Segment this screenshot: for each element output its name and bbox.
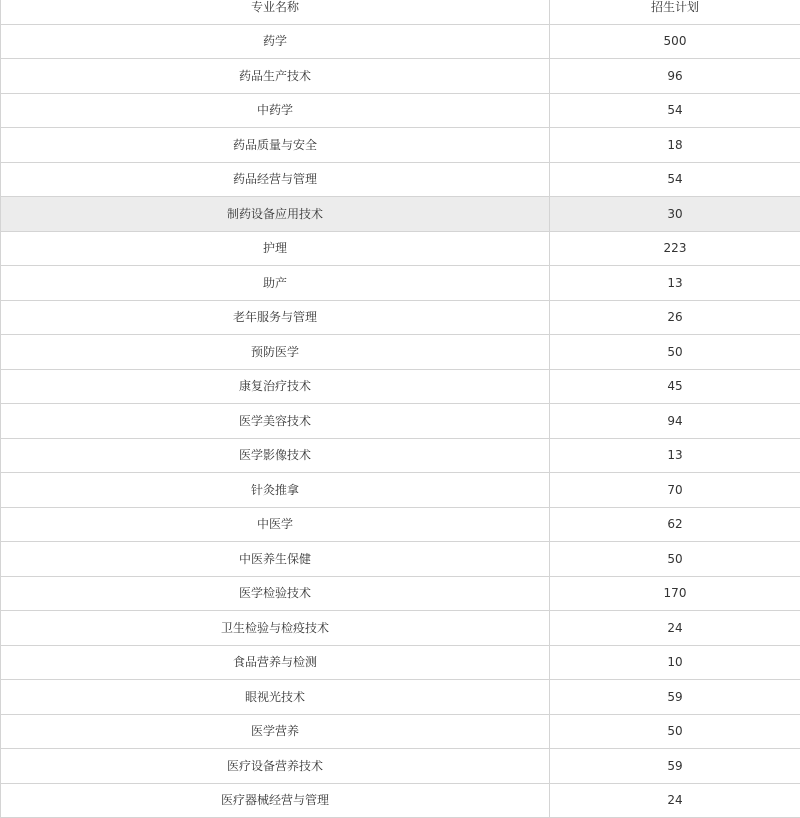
header-enrollment-plan: 招生计划 (550, 0, 800, 24)
major-name-cell: 药品生产技术 (1, 59, 550, 94)
enrollment-plan-cell: 500 (550, 24, 800, 59)
table-row (1, 300, 800, 335)
major-name-cell: 预防医学 (1, 335, 550, 370)
table-row (1, 404, 800, 439)
major-name-cell: 医学营养 (1, 714, 550, 749)
table-row (1, 266, 800, 301)
enrollment-plan-cell: 96 (550, 59, 800, 94)
table-row (1, 749, 800, 784)
table-row (1, 507, 800, 542)
enrollment-plan-cell: 26 (550, 300, 800, 335)
enrollment-plan-cell: 13 (550, 438, 800, 473)
table-row (1, 680, 800, 715)
table-row (1, 93, 800, 128)
enrollment-plan-cell: 18 (550, 128, 800, 163)
table-row (1, 645, 800, 680)
enrollment-plan-cell: 94 (550, 404, 800, 439)
table-row (1, 783, 800, 818)
enrollment-plan-cell: 24 (550, 611, 800, 646)
enrollment-plan-cell: 45 (550, 369, 800, 404)
enrollment-plan-cell: 50 (550, 335, 800, 370)
major-name-cell: 药品质量与安全 (1, 128, 550, 163)
enrollment-plan-cell: 13 (550, 266, 800, 301)
table-row (1, 128, 800, 163)
major-name-cell: 制药设备应用技术 (1, 197, 550, 232)
table-body (1, 0, 800, 818)
major-name-cell: 食品营养与检测 (1, 645, 550, 680)
table-row (1, 576, 800, 611)
enrollment-plan-cell: 170 (550, 576, 800, 611)
table-row (1, 438, 800, 473)
table-row (1, 335, 800, 370)
table-row (1, 197, 800, 232)
major-name-cell: 医学美容技术 (1, 404, 550, 439)
major-name-cell: 康复治疗技术 (1, 369, 550, 404)
table-row (1, 162, 800, 197)
enrollment-plan-cell: 54 (550, 162, 800, 197)
table-row (1, 542, 800, 577)
major-name-cell: 卫生检验与检疫技术 (1, 611, 550, 646)
major-name-cell: 医疗设备营养技术 (1, 749, 550, 784)
table-row (1, 473, 800, 508)
table-row (1, 611, 800, 646)
major-name-cell: 老年服务与管理 (1, 300, 550, 335)
major-name-cell: 中医学 (1, 507, 550, 542)
table-row (1, 369, 800, 404)
enrollment-plan-cell: 30 (550, 197, 800, 232)
table-row (1, 231, 800, 266)
table-row (1, 714, 800, 749)
enrollment-plan-cell: 10 (550, 645, 800, 680)
enrollment-plan-cell: 59 (550, 680, 800, 715)
major-name-cell: 眼视光技术 (1, 680, 550, 715)
major-name-cell: 中医养生保健 (1, 542, 550, 577)
table-header-row (1, 0, 800, 24)
table-row (1, 59, 800, 94)
enrollment-plan-cell: 50 (550, 714, 800, 749)
header-major-name: 专业名称 (1, 0, 550, 24)
table-row (1, 24, 800, 59)
major-name-cell: 针灸推拿 (1, 473, 550, 508)
enrollment-plan-cell: 59 (550, 749, 800, 784)
enrollment-plan-cell: 24 (550, 783, 800, 818)
major-name-cell: 药学 (1, 24, 550, 59)
major-name-cell: 中药学 (1, 93, 550, 128)
major-name-cell: 药品经营与管理 (1, 162, 550, 197)
major-name-cell: 护理 (1, 231, 550, 266)
enrollment-plan-cell: 50 (550, 542, 800, 577)
enrollment-plan-cell: 223 (550, 231, 800, 266)
major-name-cell: 医学影像技术 (1, 438, 550, 473)
major-name-cell: 医学检验技术 (1, 576, 550, 611)
major-name-cell: 助产 (1, 266, 550, 301)
major-name-cell: 医疗器械经营与管理 (1, 783, 550, 818)
enrollment-plan-cell: 70 (550, 473, 800, 508)
enrollment-plan-cell: 54 (550, 93, 800, 128)
enrollment-plan-cell: 62 (550, 507, 800, 542)
